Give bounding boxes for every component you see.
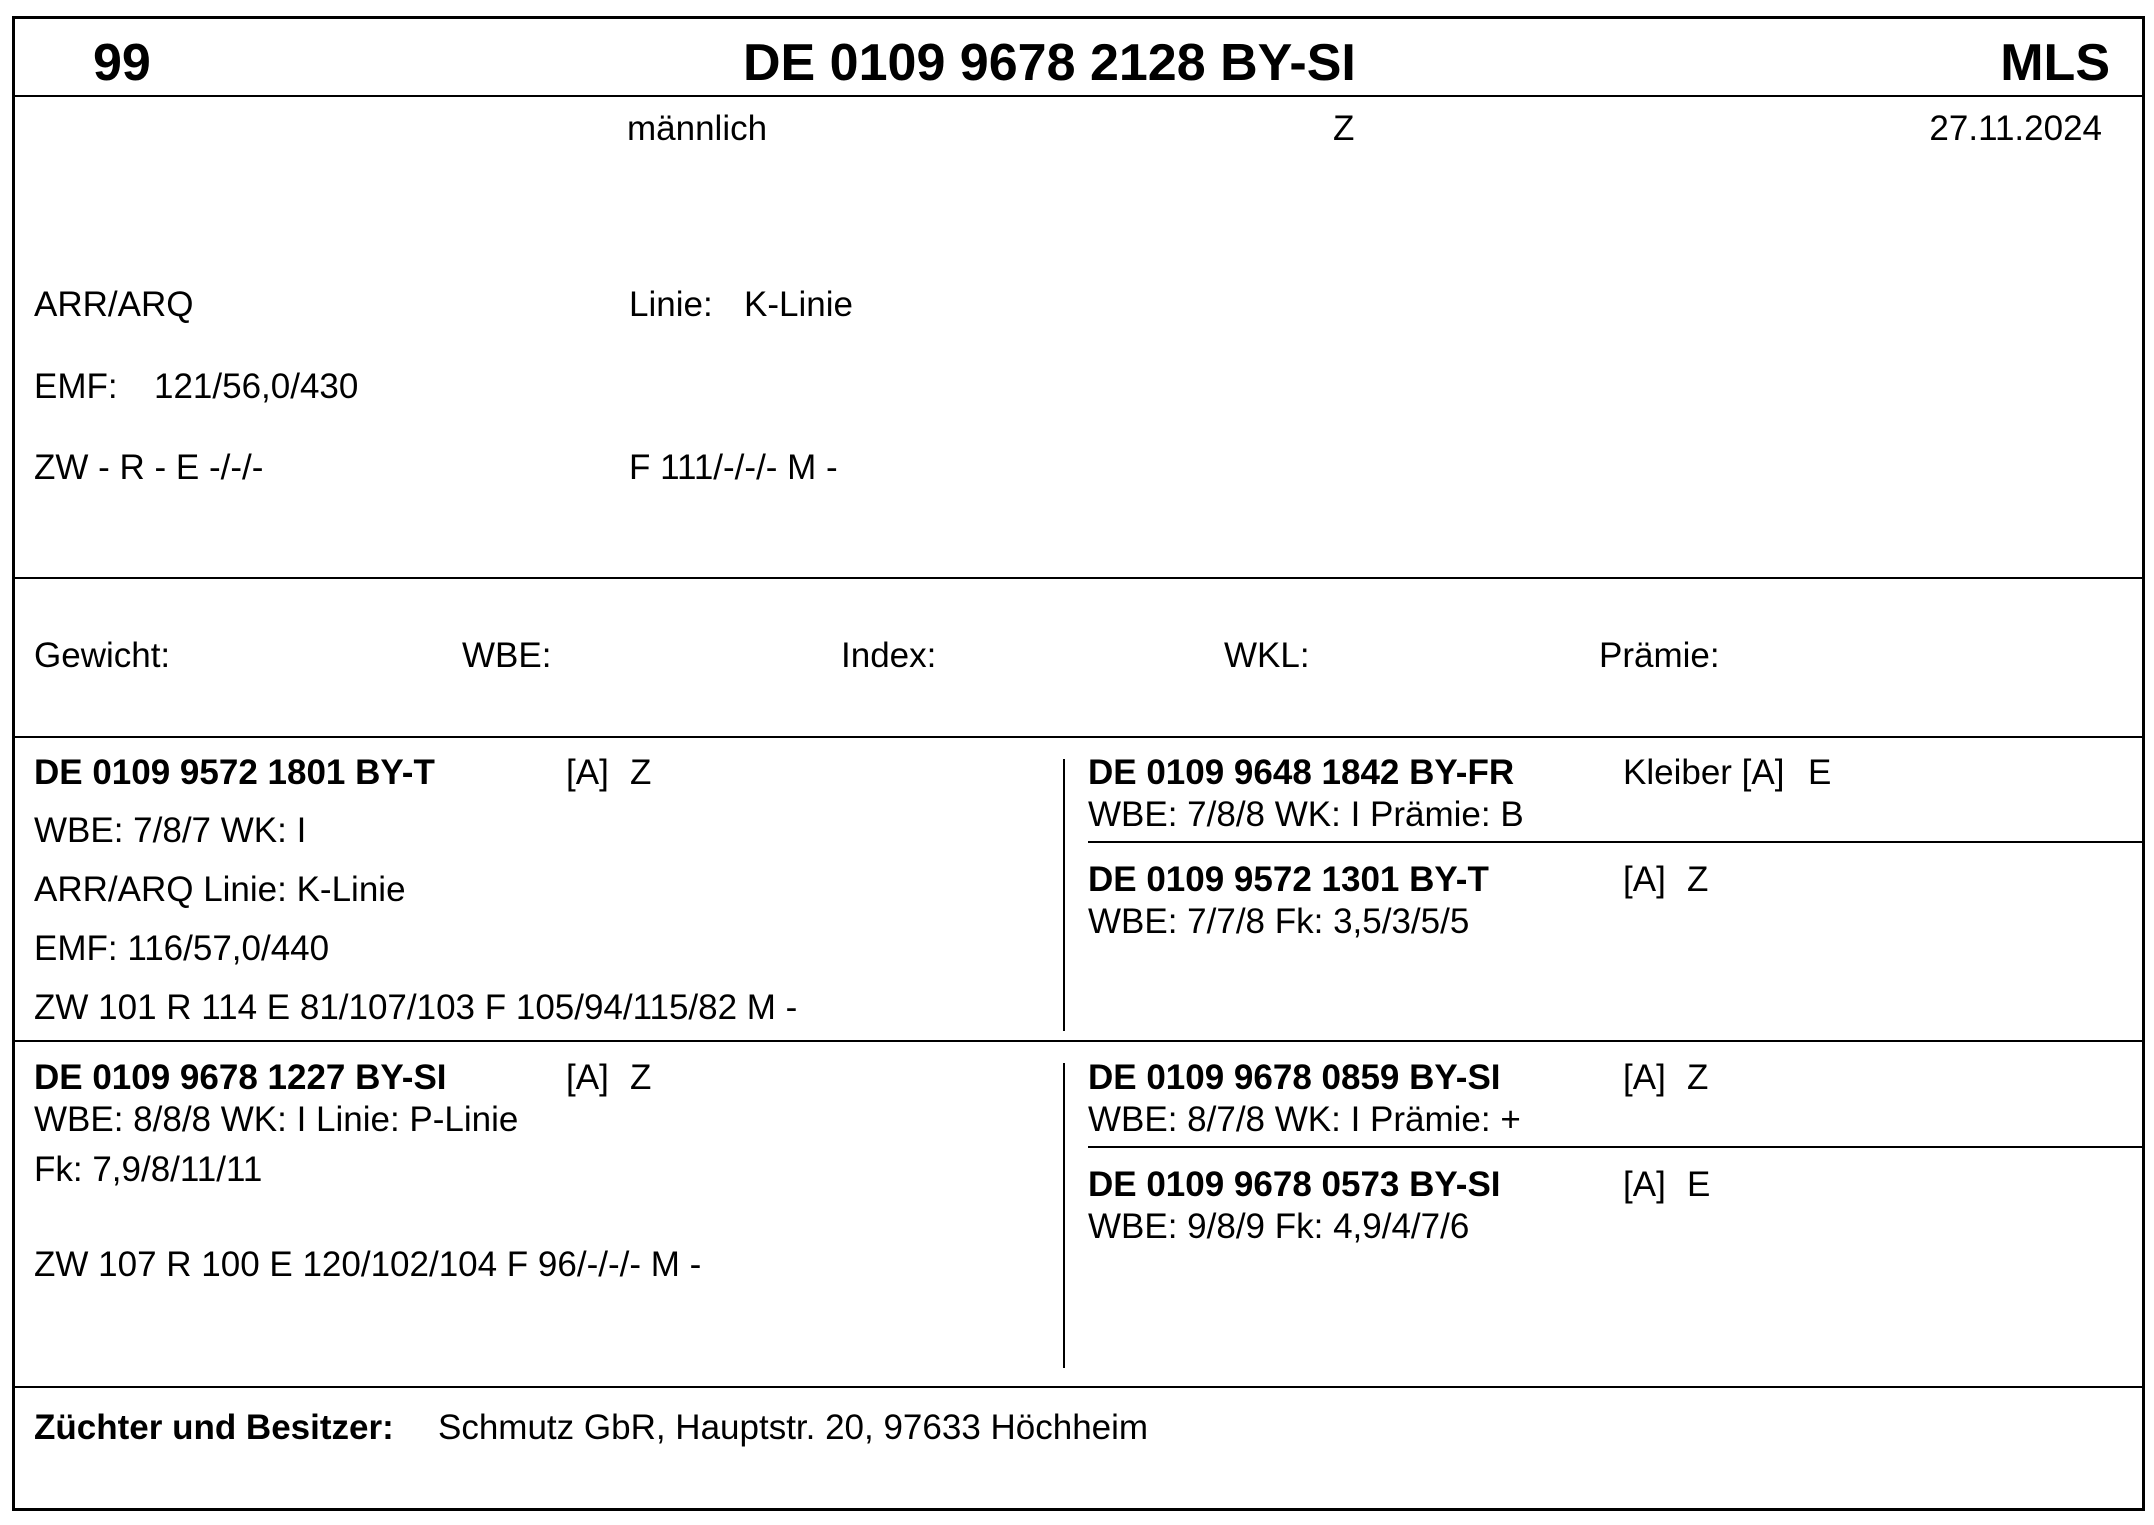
date-value: 27.11.2024 [1929, 109, 2102, 148]
dam-column-divider [1063, 1063, 1065, 1368]
sire-sire-wbe: WBE: 7/8/8 WK: I Prämie: B [1088, 795, 1524, 834]
sire-column-divider [1063, 759, 1065, 1031]
breeder-owner-value: Schmutz GbR, Hauptstr. 20, 97633 Höchheim [438, 1408, 1149, 1447]
dam-dam-id: DE 0109 9678 0573 BY-SI [1088, 1165, 1501, 1204]
sire-sire-tag: Kleiber [A] [1623, 753, 1785, 792]
wbe-label: WBE: [462, 636, 552, 675]
sire-dam-wbe: WBE: 7/7/8 Fk: 3,5/3/5/5 [1088, 902, 1470, 941]
sire-sire-status: E [1808, 753, 1832, 792]
dam-dam-wbe: WBE: 9/8/9 Fk: 4,9/4/7/6 [1088, 1207, 1470, 1246]
dam-wbe: WBE: 8/8/8 WK: I Linie: P-Linie [34, 1100, 519, 1139]
sire-breeding-values: ZW 101 R 114 E 81/107/103 F 105/94/115/82 M - [34, 988, 798, 1027]
genotype: ARR/ARQ [34, 285, 194, 324]
breeding-value-zw: ZW - R - E -/-/- [34, 448, 264, 487]
breeder-owner-label: Züchter und Besitzer: [34, 1408, 394, 1447]
sire-dam-section-divider [15, 1040, 2142, 1042]
praemie-label: Prämie: [1599, 636, 1720, 675]
catalog-number: 99 [93, 34, 151, 92]
dam-dam-status: E [1687, 1165, 1711, 1204]
dam-status: Z [630, 1058, 652, 1097]
sire-dam-id: DE 0109 9572 1301 BY-T [1088, 860, 1489, 899]
sire-ancestors-divider [1088, 841, 2142, 843]
dam-breeding-values: ZW 107 R 100 E 120/102/104 F 96/-/-/- M - [34, 1245, 702, 1284]
emf-label: EMF: [34, 367, 118, 406]
sire-id: DE 0109 9572 1801 BY-T [34, 753, 435, 792]
sire-sire-id: DE 0109 9648 1842 BY-FR [1088, 753, 1515, 792]
sex-value: männlich [627, 109, 768, 148]
dam-dam-tag: [A] [1623, 1165, 1666, 1204]
header-divider [15, 95, 2142, 97]
gewicht-label: Gewicht: [34, 636, 171, 675]
emf-value: 121/56,0/430 [154, 367, 359, 406]
metrics-divider [15, 736, 2142, 738]
dam-sire-wbe: WBE: 8/7/8 WK: I Prämie: + [1088, 1100, 1521, 1139]
sire-status: Z [630, 753, 652, 792]
dam-sire-id: DE 0109 9678 0859 BY-SI [1088, 1058, 1501, 1097]
pedigree-card [12, 16, 2145, 1511]
sire-dam-status: Z [1687, 860, 1709, 899]
animal-registration-number: DE 0109 9678 2128 BY-SI [743, 34, 1356, 92]
wkl-label: WKL: [1224, 636, 1310, 675]
sire-tag: [A] [566, 753, 609, 792]
dam-sire-status: Z [1687, 1058, 1709, 1097]
sire-genotype-line: ARR/ARQ Linie: K-Linie [34, 870, 406, 909]
linie-label: Linie: [629, 285, 713, 324]
index-label: Index: [841, 636, 937, 675]
sire-emf: EMF: 116/57,0/440 [34, 929, 330, 968]
status-value: Z [1333, 109, 1355, 148]
sire-dam-tag: [A] [1623, 860, 1666, 899]
sire-wbe: WBE: 7/8/7 WK: I [34, 811, 307, 850]
linie-value: K-Linie [744, 285, 853, 324]
dam-id: DE 0109 9678 1227 BY-SI [34, 1058, 447, 1097]
dam-ancestors-divider [1088, 1146, 2142, 1148]
dam-fk: Fk: 7,9/8/11/11 [34, 1150, 263, 1189]
details-divider [15, 577, 2142, 579]
footer-divider [15, 1386, 2142, 1388]
dam-tag: [A] [566, 1058, 609, 1097]
breed-code: MLS [2000, 34, 2110, 92]
breeding-value-f: F 111/-/-/- M - [629, 448, 838, 487]
dam-sire-tag: [A] [1623, 1058, 1666, 1097]
